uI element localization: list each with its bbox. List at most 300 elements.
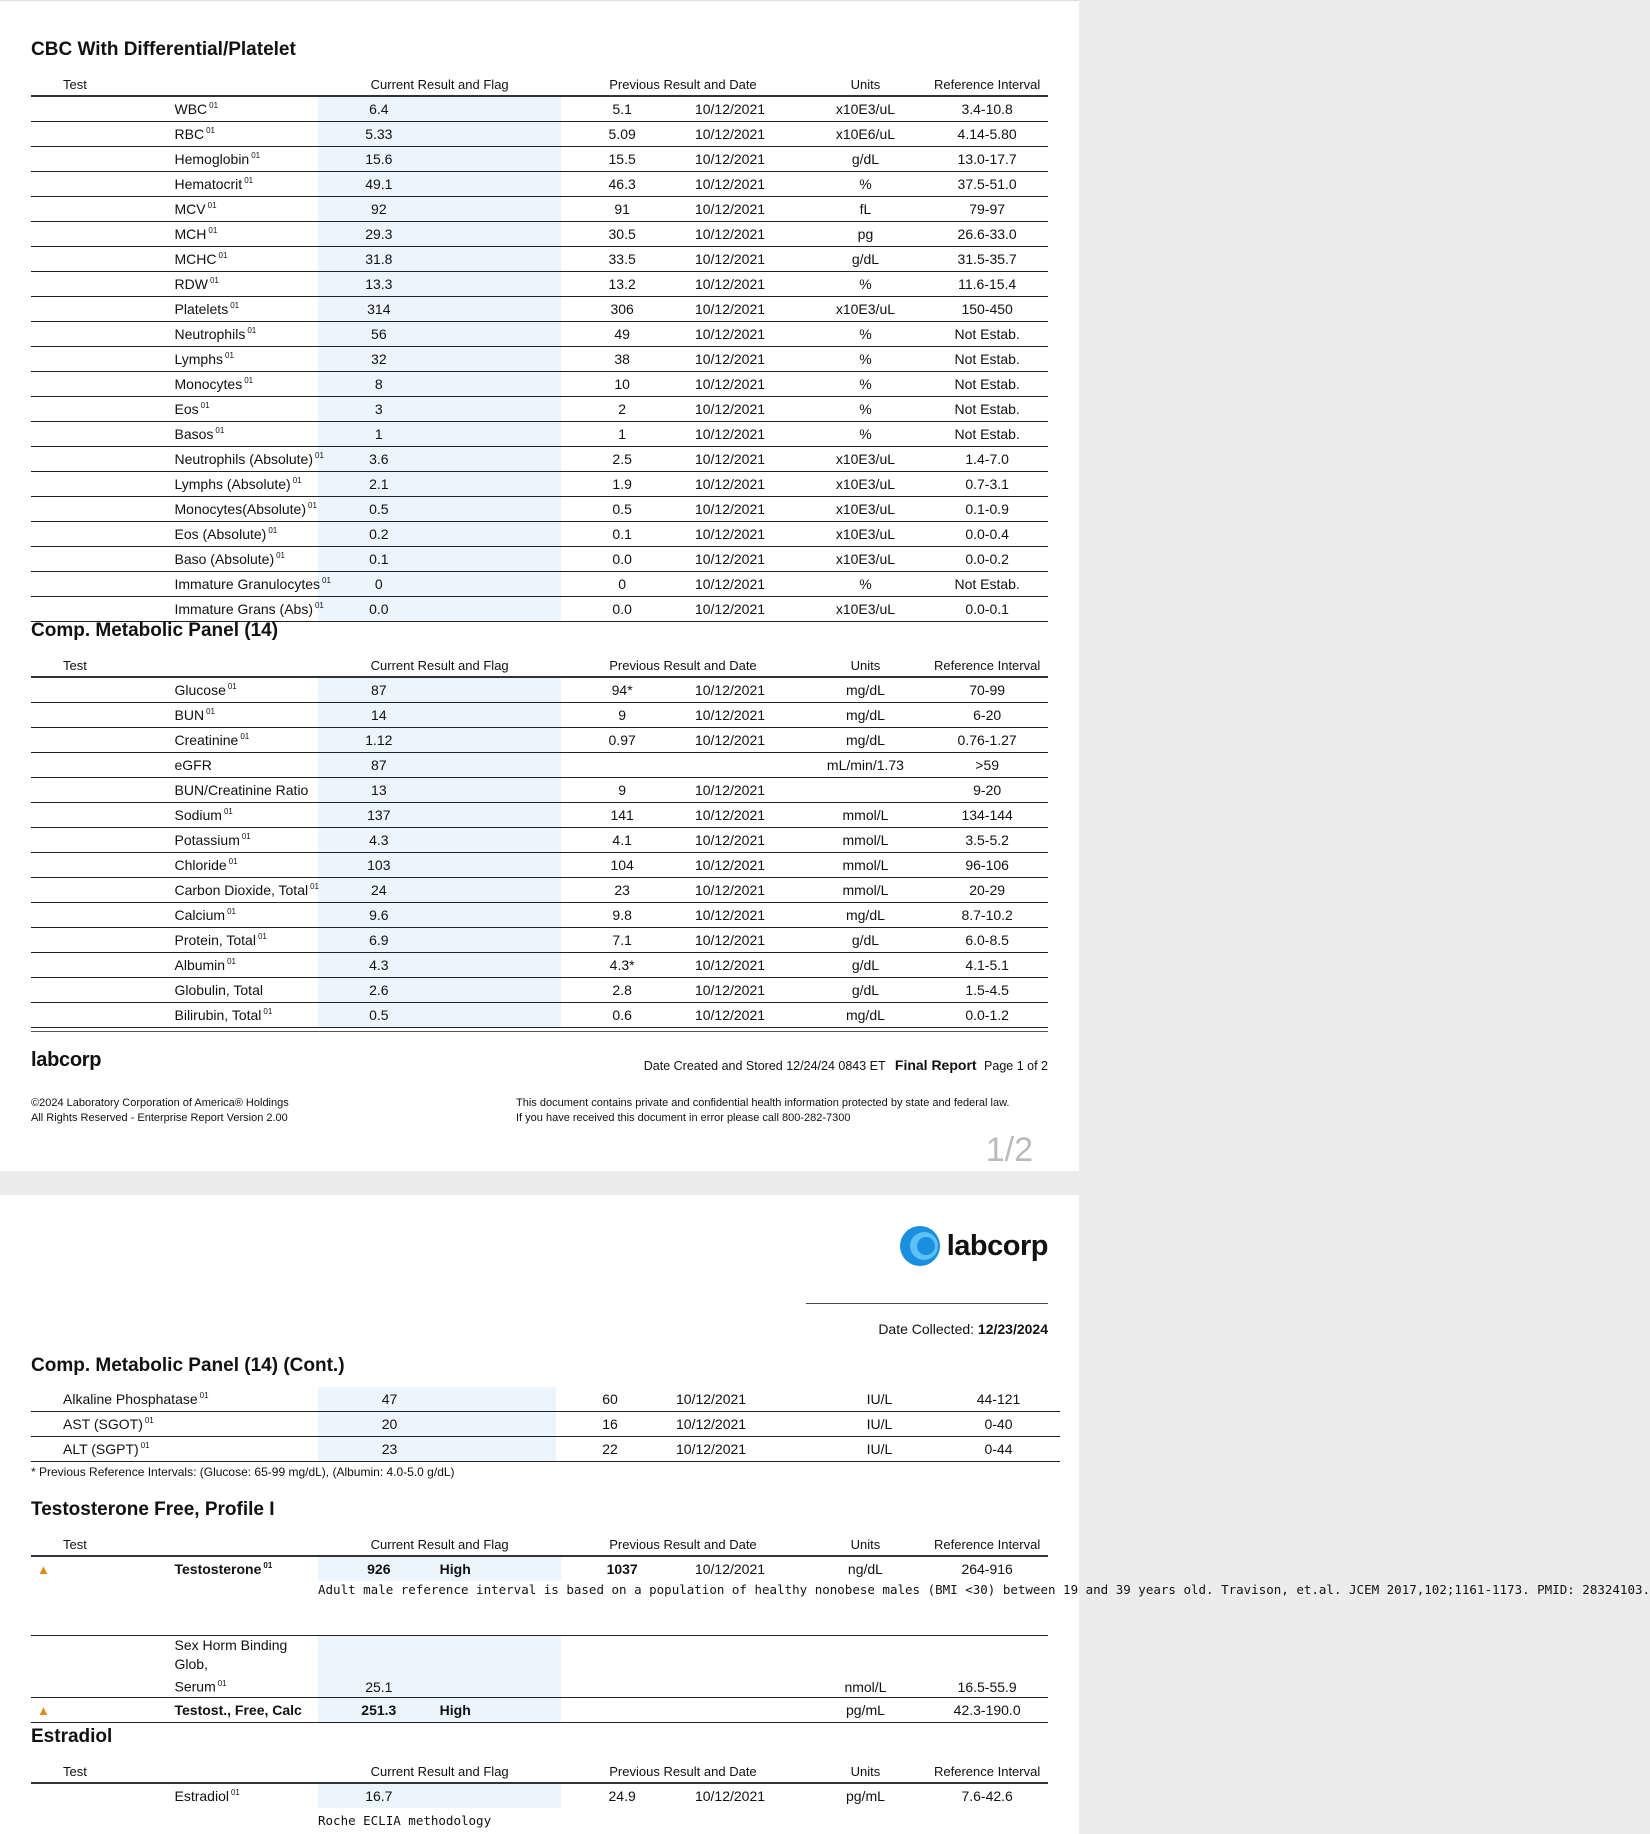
current-result: 1 [318,422,440,447]
reference-interval: 20-29 [926,878,1048,903]
test-label: Baso (Absolute) [174,551,275,567]
test-name [175,472,319,497]
units: pg/mL [845,1788,885,1804]
units: % [805,372,927,397]
current-result: 0.5 [318,1003,440,1028]
table-row [31,372,1048,397]
reference-interval: 0.1-0.9 [926,497,1048,522]
units: g/dL [805,928,927,953]
units: mg/dL [805,903,927,928]
current-result: 251.3 [318,1697,440,1722]
table-row [31,703,1048,728]
previous-date: 10/12/2021 [683,522,805,547]
previous-result: 4.3* [561,953,683,978]
reference-interval: 9-20 [926,778,1048,803]
reference-interval: 70-99 [926,677,1048,703]
testosterone-results-table [31,1533,1650,1723]
reference-interval: 3.4-10.8 [926,96,1048,122]
test-label: Protein, Total [174,932,256,948]
table-row [31,778,1048,803]
units: mmol/L [805,878,927,903]
test-name [175,878,319,903]
table-row [31,347,1048,372]
date-created-value: 12/24/24 0843 ET [786,1059,886,1073]
test-name [175,297,319,322]
table-row [31,903,1048,928]
lab-code: 01 [247,326,257,336]
cmp-section-title: Comp. Metabolic Panel (14) [31,620,279,641]
reference-interval: Not Estab. [926,347,1048,372]
previous-result: 9 [561,703,683,728]
labcorp-footer-logo: labcorp [31,1049,102,1071]
test-name [175,978,319,1003]
previous-result: 0.1 [561,522,683,547]
previous-date: 10/12/2021 [683,247,805,272]
units: mL/min/1.73 [805,753,927,778]
current-result: 49.1 [318,172,440,197]
labcorp-logo-text: labcorp [946,1229,1048,1262]
previous-result: 0.6 [561,1003,683,1028]
previous-result: 1 [561,422,683,447]
result-flag [461,1412,556,1437]
reference-interval: 44-121 [937,1387,1060,1412]
previous-result: 60 [556,1387,664,1412]
previous-date: 10/12/2021 [683,728,805,753]
result-flag [440,372,562,397]
reference-interval: 16.5-55.9 [926,1636,1048,1698]
units: IU/L [822,1437,937,1462]
test-name [175,322,319,347]
reference-interval: 3.5-5.2 [926,828,1048,853]
reference-interval: 0-44 [937,1437,1060,1462]
header-reference: Reference Interval [926,73,1048,96]
units: g/dL [805,978,927,1003]
reference-interval: 4.14-5.80 [926,122,1048,147]
test-label: Eos [174,401,199,417]
current-result: 9.6 [318,903,440,928]
table-row [31,422,1048,447]
result-flag: High [440,1556,562,1581]
table-row [31,297,1048,322]
header-previous: Previous Result and Date [561,1533,804,1556]
header-divider [806,1303,1048,1304]
current-result: 31.8 [318,247,440,272]
current-result: 20 [318,1412,461,1437]
lab-code: 01 [227,957,236,967]
test-name [63,1412,318,1437]
lab-code: 01 [263,1007,273,1017]
lab-code: 01 [257,932,267,942]
test-label: Albumin [174,957,226,973]
test-label: Neutrophils [174,326,246,342]
previous-date: 10/12/2021 [683,903,805,928]
units: % [805,172,927,197]
table-row [31,878,1048,903]
lab-code: 01 [268,526,278,536]
header-units: Units [805,1533,927,1556]
test-label: Lymphs [174,351,224,367]
result-flag [440,953,562,978]
test-label: ALT (SGPT) [63,1441,139,1457]
test-name [175,147,319,172]
previous-result: 22 [556,1437,664,1462]
table-row-free-testosterone [31,1697,1048,1722]
table-row [31,397,1048,422]
current-result: 5.33 [318,122,440,147]
units: pg [805,222,927,247]
reference-interval: 79-97 [926,197,1048,222]
current-result: 137 [318,803,440,828]
labcorp-header-logo [899,1225,1048,1267]
test-name [175,422,319,447]
test-label: RDW [174,276,208,292]
result-flag [440,522,562,547]
table-row [31,597,1048,622]
current-result: 0.5 [318,497,440,522]
test-label: Monocytes(Absolute) [174,501,307,517]
report-meta [644,1057,1048,1073]
current-result: 3 [318,397,440,422]
reference-interval: 0-40 [937,1412,1060,1437]
result-flag [440,703,562,728]
test-label: Basos [174,426,214,442]
units [805,778,927,803]
test-name [175,247,319,272]
result-flag [440,547,562,572]
table-row [31,1412,1060,1437]
lab-code: 01 [227,907,236,917]
units: g/dL [805,147,927,172]
header-reference: Reference Interval [926,654,1048,677]
header-current: Current Result and Flag [318,73,561,96]
date-created-label: Date Created and Stored [643,1059,783,1073]
test-name [175,522,319,547]
previous-result [561,753,683,778]
test-label: Neutrophils (Absolute) [174,451,314,467]
header-test: Test [31,73,318,96]
lab-code: 01 [208,226,218,236]
current-result: 0.1 [318,547,440,572]
page-of-label: Page 1 of 2 [984,1059,1048,1073]
current-result: 25.1 [318,1636,440,1698]
test-label: eGFR [174,757,212,773]
test-label: RBC [174,126,205,142]
lab-code: 01 [251,151,261,161]
report-page-2 [0,1195,1650,1834]
table-row [31,572,1048,597]
test-label: Platelets [174,301,229,317]
header-current: Current Result and Flag [318,1760,561,1783]
table-row-comment [31,1808,1048,1832]
cbc-results-table [31,73,1048,622]
previous-date: 10/12/2021 [694,1561,766,1577]
previous-result: 10 [561,372,683,397]
result-flag [440,978,562,1003]
previous-result: 9 [561,778,683,803]
test-label: MCV [174,201,206,217]
result-flag [440,197,562,222]
header-current: Current Result and Flag [318,654,561,677]
result-flag [461,1387,556,1412]
lab-code: 01 [144,1416,154,1426]
test-name [174,572,331,597]
current-result: 1.12 [318,728,440,753]
table-row [31,728,1048,753]
result-flag [440,297,562,322]
test-name [175,803,319,828]
result-flag [440,347,562,372]
test-label: Carbon Dioxide, Total [174,882,309,898]
units: mmol/L [805,853,927,878]
previous-date: 10/12/2021 [683,197,805,222]
reference-interval: 264-916 [961,1561,1013,1577]
header-test: Test [31,1760,318,1783]
estradiol-section-title: Estradiol [31,1726,113,1747]
previous-date: 10/12/2021 [683,297,805,322]
result-flag [440,497,562,522]
current-result: 29.3 [318,222,440,247]
test-name [175,953,319,978]
units: x10E3/uL [805,297,927,322]
current-result: 47 [318,1387,461,1412]
units: x10E6/uL [805,122,927,147]
table-row [31,322,1048,347]
result-flag [440,272,562,297]
previous-result: 15.5 [561,147,683,172]
test-name [63,1437,318,1462]
previous-result: 0.97 [561,728,683,753]
previous-date: 10/12/2021 [694,1788,766,1804]
previous-date: 10/12/2021 [683,853,805,878]
test-name [175,497,319,522]
units: % [805,272,927,297]
current-result: 13.3 [318,272,440,297]
result-flag [440,172,562,197]
test-label: BUN [174,707,205,723]
test-label: Chloride [174,857,227,873]
previous-date: 10/12/2021 [683,397,805,422]
result-flag [440,878,562,903]
previous-result: 104 [561,853,683,878]
table-row [31,197,1048,222]
test-label: MCH [174,226,207,242]
previous-date: 10/12/2021 [683,422,805,447]
units: x10E3/uL [805,597,927,622]
lab-code: 01 [218,251,228,261]
previous-result: 94* [561,677,683,703]
units: x10E3/uL [805,447,927,472]
result-flag [440,222,562,247]
test-name [63,1387,318,1412]
lab-code: 01 [240,732,250,742]
confidentiality-line-1: This document contains private and confidential health information protected by state and federal law. [516,1097,1010,1109]
units: ng/dL [847,1561,883,1577]
units: x10E3/uL [805,522,927,547]
warning-cell [31,1697,175,1722]
lab-code: 01 [207,201,217,211]
reference-interval: Not Estab. [926,572,1048,597]
table-row [31,853,1048,878]
test-name [175,96,319,122]
test-name [175,122,319,147]
lab-code: 01 [244,176,254,186]
reference-interval: 13.0-17.7 [926,147,1048,172]
testosterone-comment: Adult male reference interval is based on a population of healthy nonobese males (BMI <30) between 19 and 39 years old. Travison, et.al. JCEM 2017,102;1161-1173. PMID: 28324103. [318,1581,1048,1636]
previous-result: 1037 [606,1561,638,1577]
copyright-text: ©2024 Laboratory Corporation of America® Holdings [31,1097,289,1109]
units: mg/dL [805,728,927,753]
previous-date: 10/12/2021 [683,497,805,522]
current-result: 14 [318,703,440,728]
test-label: Bilirubin, Total [174,1007,262,1023]
result-flag [440,728,562,753]
header-previous: Previous Result and Date [561,654,804,677]
result-flag [440,472,562,497]
previous-date: 10/12/2021 [683,828,805,853]
result-flag [461,1437,556,1462]
previous-date: 10/12/2021 [683,953,805,978]
table-row [31,753,1048,778]
table-row [31,172,1048,197]
units: fL [805,197,927,222]
units: x10E3/uL [805,497,927,522]
units: IU/L [822,1387,937,1412]
lab-code: 01 [225,351,234,361]
test-name [175,728,319,753]
previous-date: 10/12/2021 [683,928,805,953]
result-flag [440,853,562,878]
units: pg/mL [805,1697,927,1722]
test-label: Lymphs (Absolute) [174,476,291,492]
units: x10E3/uL [805,547,927,572]
header-units: Units [805,73,927,96]
table-row [31,96,1048,122]
test-label: Immature Grans (Abs) [174,601,313,617]
previous-result: 24.9 [608,1788,636,1804]
result-flag [440,597,562,622]
previous-date: 10/12/2021 [683,1003,805,1028]
test-label: Hematocrit [174,176,243,192]
test-name [175,547,319,572]
units: g/dL [805,953,927,978]
previous-date: 10/12/2021 [683,703,805,728]
current-result: 15.6 [318,147,440,172]
triangle-warning-icon: ▲ [37,1702,50,1718]
previous-date: 10/12/2021 [664,1412,822,1437]
previous-result: 2.8 [561,978,683,1003]
reference-interval: Not Estab. [926,322,1048,347]
reference-interval: 37.5-51.0 [926,172,1048,197]
units: IU/L [822,1412,937,1437]
reference-interval: 0.0-1.2 [926,1003,1048,1028]
previous-date: 10/12/2021 [683,778,805,803]
test-label: Eos (Absolute) [174,526,267,542]
current-result: 92 [318,197,440,222]
lab-code: 01 [241,832,251,842]
previous-date: 10/12/2021 [683,272,805,297]
previous-result: 49 [561,322,683,347]
units: % [805,322,927,347]
previous-date: 10/12/2021 [683,677,805,703]
date-collected-value: 12/23/2024 [977,1321,1048,1337]
test-name [175,677,319,703]
header-units: Units [805,654,927,677]
previous-date: 10/12/2021 [683,572,805,597]
previous-date: 10/12/2021 [683,96,805,122]
current-result: 2.1 [318,472,440,497]
previous-date: 10/12/2021 [683,803,805,828]
lab-code: 01 [206,707,215,717]
result-flag [440,778,562,803]
reference-interval: 31.5-35.7 [926,247,1048,272]
test-name [175,222,319,247]
previous-result: 9.8 [561,903,683,928]
units: % [805,572,927,597]
current-result: 2.6 [318,978,440,1003]
result-flag [440,422,562,447]
current-result: 16.7 [318,1783,440,1808]
confidentiality-block [516,1096,1009,1126]
test-name: Testost., Free, Calc [175,1697,319,1722]
current-result: 4.3 [318,828,440,853]
lab-code: 01 [140,1441,150,1451]
table-row [31,1387,1060,1412]
test-label: Monocytes [174,376,243,392]
previous-result: 2.5 [561,447,683,472]
previous-date: 10/12/2021 [683,372,805,397]
reference-interval: 134-144 [926,803,1048,828]
current-result: 314 [318,297,440,322]
previous-result: 91 [561,197,683,222]
result-flag: High [440,1697,562,1722]
result-flag [440,397,562,422]
confidentiality-line-2: If you have received this document in error please call 800-282-7300 [516,1112,851,1124]
previous-result: 4.1 [561,828,683,853]
table-header-row [31,1533,1048,1556]
previous-date: 10/12/2021 [683,122,805,147]
result-flag [440,828,562,853]
test-label: Immature Granulocytes [174,576,320,592]
previous-result: 0 [561,572,683,597]
previous-result: 0.5 [561,497,683,522]
lab-code: 01 [315,451,324,461]
reference-interval: 0.0-0.2 [926,547,1048,572]
current-result: 24 [318,878,440,903]
header-current: Current Result and Flag [318,1533,561,1556]
previous-date: 10/12/2021 [683,447,805,472]
test-name [175,272,319,297]
result-flag [440,322,562,347]
previous-date: 10/12/2021 [683,147,805,172]
current-result: 56 [318,322,440,347]
previous-result: 0.0 [561,547,683,572]
reference-interval: 150-450 [926,297,1048,322]
reference-interval: 7.6-42.6 [961,1788,1013,1804]
previous-result: 5.09 [561,122,683,147]
units: mg/dL [805,703,927,728]
previous-result: 16 [556,1412,664,1437]
reference-interval: 0.7-3.1 [926,472,1048,497]
current-result: 926 [318,1556,440,1581]
table-row [31,247,1048,272]
test-name [175,853,319,878]
table-header-row [31,654,1048,677]
previous-result: 306 [561,297,683,322]
cmp-cont-results-table [31,1387,1060,1462]
table-row [31,522,1048,547]
test-name [175,828,319,853]
test-name [175,172,319,197]
